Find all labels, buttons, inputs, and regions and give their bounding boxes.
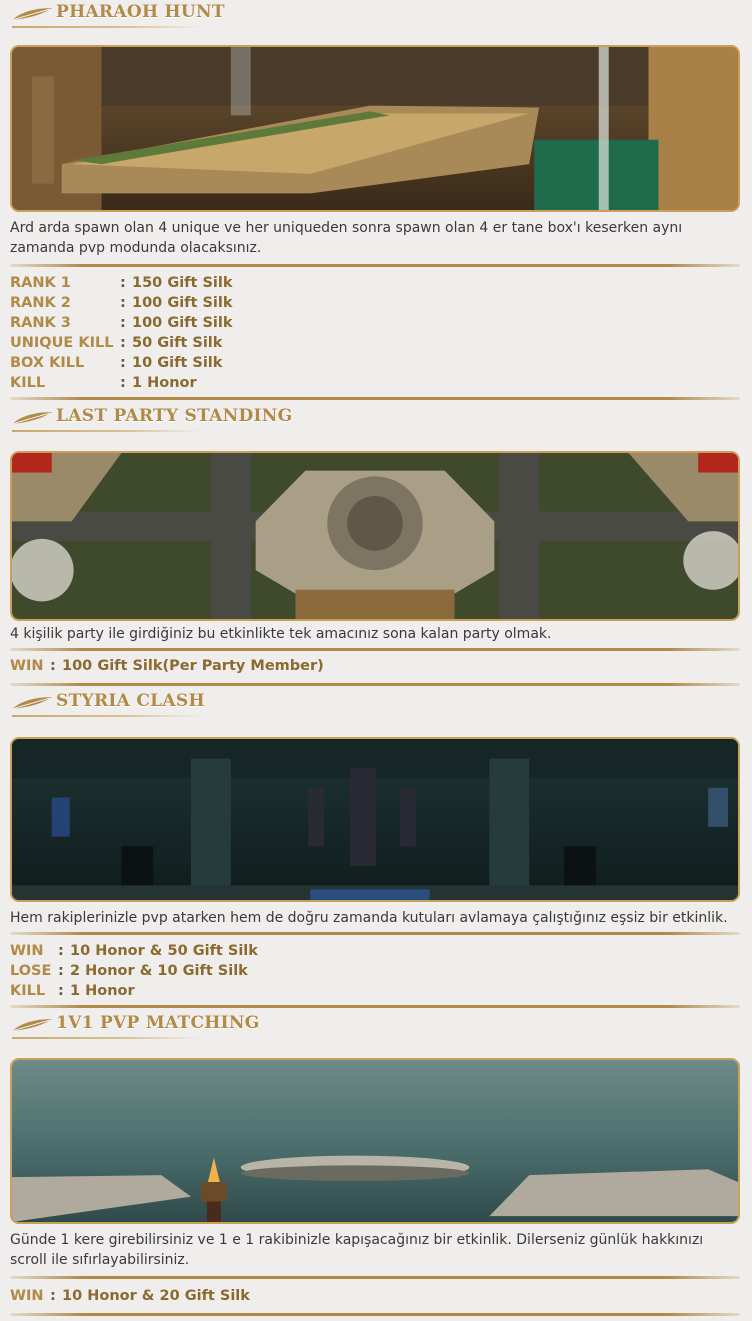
event-banner-image: [10, 1058, 740, 1224]
reward-row: BOX KILL : 10 Gift Silk: [10, 355, 223, 371]
section-title: 1V1 PVP MATCHING: [56, 1013, 260, 1033]
section-title: STYRIA CLASH: [56, 691, 205, 711]
section-title: PHARAOH HUNT: [56, 2, 225, 22]
title-underline: [12, 430, 202, 432]
section-header: [0, 0, 752, 34]
reward-row: UNIQUE KILL : 50 Gift Silk: [10, 335, 223, 351]
divider: [10, 1313, 740, 1316]
reward-row: KILL : 1 Honor: [10, 983, 135, 999]
event-1v1-pvp-matching: [0, 1011, 752, 1304]
section-description: Günde 1 kere girebilirsiniz ve 1 e 1 rakibinizle kapışacağınız bir etkinlik. Dilerseniz günlük hakkınızı scroll ile sıfırlayabilirsiniz.: [10, 1232, 704, 1268]
reward-list: [10, 273, 233, 393]
section-header: [0, 1011, 752, 1045]
section-description: Ard arda spawn olan 4 unique ve her uniqueden sonra spawn olan 4 er tane box'ı keserken aynı zamanda pvp modunda olacaksınız.: [10, 220, 683, 256]
event-banner-image: [10, 45, 740, 212]
divider: [10, 683, 740, 686]
reward-row: RANK 2 : 100 Gift Silk: [10, 295, 233, 311]
divider: [10, 397, 740, 400]
title-underline: [12, 26, 202, 28]
section-header: [0, 404, 752, 438]
title-underline: [12, 1037, 202, 1039]
divider: [10, 1005, 740, 1008]
divider: [10, 264, 740, 267]
reward-list: [10, 1286, 250, 1306]
feather-icon: [10, 6, 54, 22]
feather-icon: [10, 1017, 54, 1033]
reward-list: [10, 656, 324, 676]
reward-list: [10, 941, 258, 1001]
section-description: Hem rakiplerinizle pvp atarken hem de doğru zamanda kutuları avlamaya çalıştığınız eşsiz bir etkinlik.: [10, 910, 728, 926]
event-banner-image: [10, 451, 740, 621]
feather-icon: [10, 695, 54, 711]
reward-row: RANK 3 : 100 Gift Silk: [10, 315, 233, 331]
section-description: 4 kişilik party ile girdiğiniz bu etkinlikte tek amacınız sona kalan party olmak.: [10, 626, 552, 642]
reward-row: WIN : 100 Gift Silk(Per Party Member): [10, 658, 324, 674]
reward-row: WIN : 10 Honor & 20 Gift Silk: [10, 1288, 250, 1304]
feather-icon: [10, 410, 54, 426]
event-last-party-standing: [0, 404, 752, 674]
divider: [10, 932, 740, 935]
reward-row: RANK 1 : 150 Gift Silk: [10, 275, 233, 291]
title-underline: [12, 715, 202, 717]
section-header: [0, 689, 752, 723]
event-styria-clash: [0, 689, 752, 999]
divider: [10, 648, 740, 651]
divider: [10, 1276, 740, 1279]
reward-row: LOSE : 2 Honor & 10 Gift Silk: [10, 963, 248, 979]
section-title: LAST PARTY STANDING: [56, 406, 293, 426]
event-pharaoh-hunt: [0, 0, 752, 391]
event-banner-image: [10, 737, 740, 902]
reward-row: KILL : 1 Honor: [10, 375, 197, 391]
reward-row: WIN : 10 Honor & 50 Gift Silk: [10, 943, 258, 959]
